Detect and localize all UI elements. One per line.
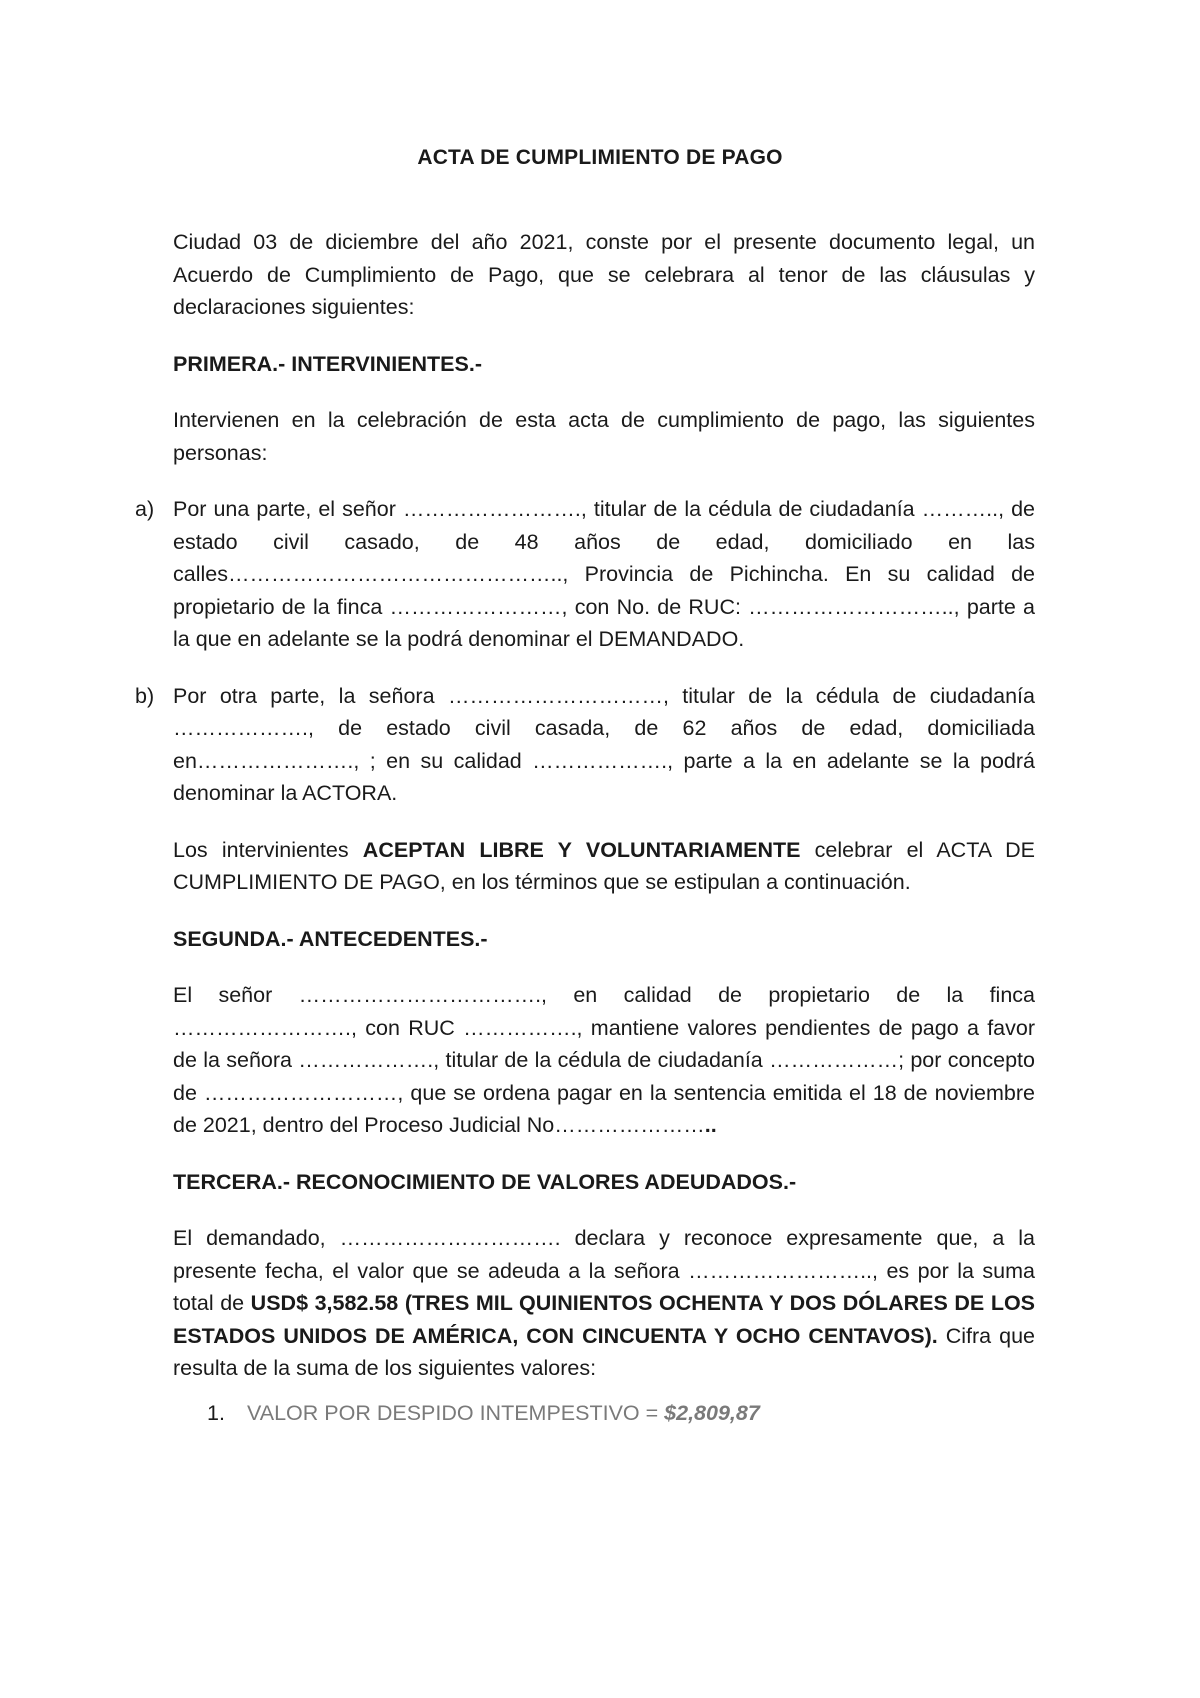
value-item-amount: $2,809,87 [664, 1400, 760, 1425]
list-item-a [135, 493, 1035, 656]
list-item-b [135, 680, 1035, 810]
clause-segunda-heading: SEGUNDA.- ANTECEDENTES.- [173, 926, 488, 951]
clause-tercera-heading: TERCERA.- RECONOCIMIENTO DE VALORES ADEUDADOS.- [173, 1169, 797, 1194]
tercera-text-end: Cifra que resulta de la suma de los siguientes valores: [173, 1323, 1035, 1380]
value-item-label: VALOR POR DESPIDO INTEMPESTIVO = [247, 1400, 665, 1425]
list-marker-b: b) [135, 683, 155, 708]
clause-primera-closing [173, 834, 1035, 899]
intro-paragraph: Ciudad 03 de diciembre del año 2021, conste por el presente documento legal, un Acuerdo de Cumplimiento de Pago, que se celebrara al tenor de las cláusulas y declaraciones siguientes: [173, 230, 1035, 319]
document-body [135, 226, 1036, 1429]
closing-emphasis: ACEPTAN LIBRE Y VOLUNTARIAMENTE [362, 837, 801, 862]
value-list-item [207, 1397, 1035, 1430]
total-amount: USD$ 3,582.58 (TRES MIL QUINIENTOS OCHENTA Y DOS DÓLARES DE LOS ESTADOS UNIDOS DE AMÉRICA, CON CINCUENTA Y OCHO CENTAVOS). [173, 1291, 1036, 1348]
antecedentes-end: .. [704, 1113, 717, 1137]
antecedentes-text: El señor ……………………………., en calidad de propietario de la finca ……………………., con RUC ……………., mantiene valores pendientes de pago a favor de la señora ………………., titular de la cédula de ciudadanía ………………; por concepto de ………………………, que se ordena pagar en la sentencia emitida el 18 de noviembre de 2021, dentro del Proceso Judicial No………………… [173, 983, 1035, 1137]
list-marker-a: a) [135, 497, 155, 521]
clause-primera-intro: Intervienen en la celebración de esta acta de cumplimiento de pago, las siguientes personas: [173, 408, 1035, 465]
document-title: ACTA DE CUMPLIMIENTO DE PAGO [417, 146, 783, 169]
list-item-a-text: Por una parte, el señor ……………………., titular de la cédula de ciudadanía ……….., de estado civil casado, de 48 años de edad, domiciliado en las calles……………………………………….., Provincia de Pichincha. En su calidad de propietario de la finca ……………………, con No. de RUC: ……………………….., parte a la que en adelante se la podrá denominar el DEMANDADO. [173, 497, 1035, 651]
clause-primera-heading: PRIMERA.- INTERVINIENTES.- [173, 351, 482, 376]
clause-tercera-text [173, 1222, 1035, 1385]
value-item-number: 1. [207, 1400, 225, 1425]
list-item-b-text: Por otra parte, la señora …………………………, titular de la cédula de ciudadanía ………………., de estado civil casada, de 62 años de edad, domiciliada en…………………., ; en su calidad ………………., parte a la en adelante se la podrá denominar la ACTORA. [173, 683, 1035, 805]
closing-text-start: Los intervinientes [173, 837, 363, 862]
tercera-text-start: El demandado, …………………………. declara y reconoce expresamente que, a la presente fecha, el valor que se adeuda a la señora …………………….., es por la suma total de [173, 1226, 1035, 1315]
clause-segunda-text [173, 979, 1035, 1142]
closing-text-end: celebrar el ACTA DE CUMPLIMIENTO DE PAGO, en los términos que se estipulan a continuación. [173, 837, 1035, 894]
